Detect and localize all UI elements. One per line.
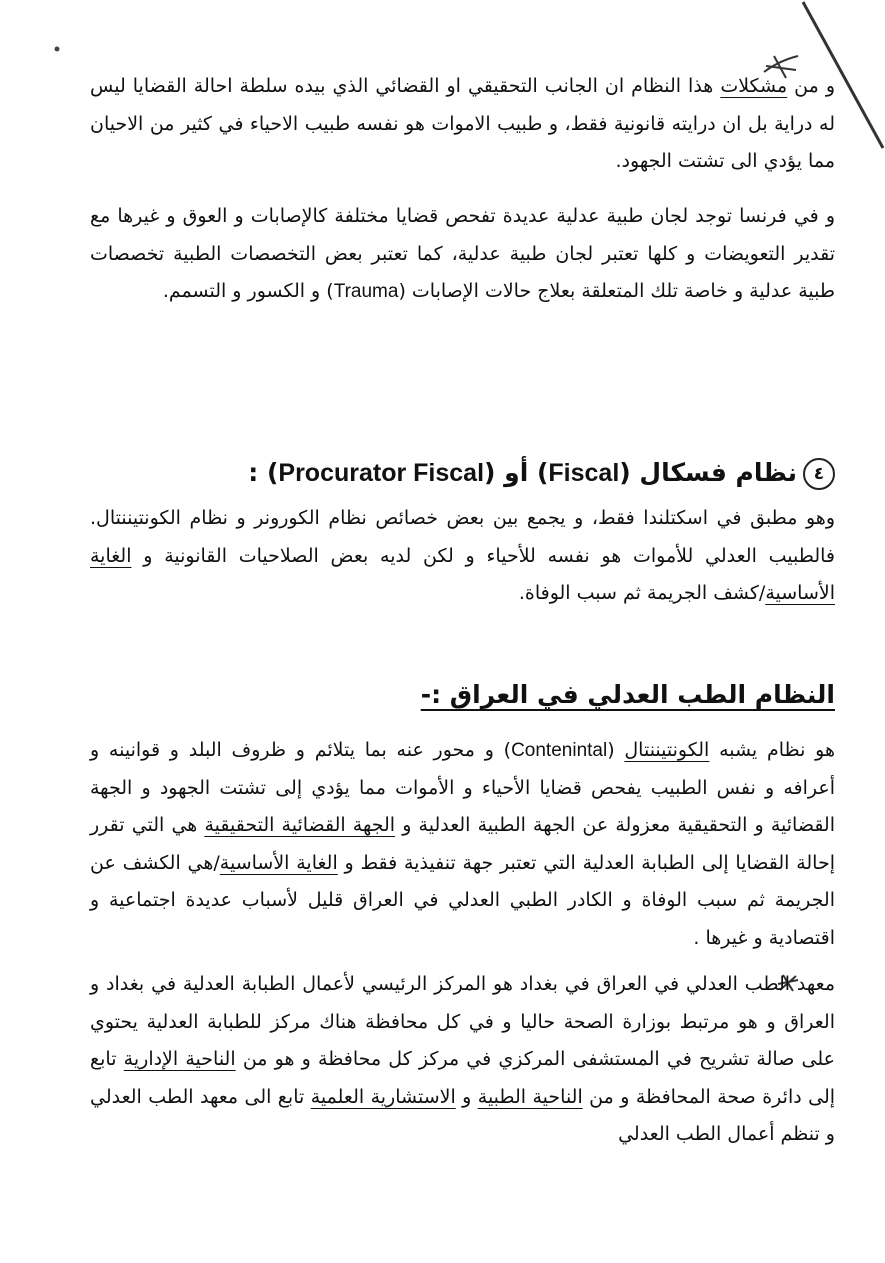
p3-text-a: وهو مطبق في اسكتلندا فقط، و يجمع بين بعض خصائص نظام الكورونر و نظام الكونتيننتال. فالطبيب العدلي للأموات هو نفسه للأحياء و لكن لديه بعض الصلاحيات القانونية و [90,507,835,567]
dot-mark-icon [52,44,62,54]
p1-underlined-problems: مشكلات [720,75,788,97]
p5-text-a: معهد الطب العدلي في العراق في بغداد هو المركز الرئيسي لأعمال الطبابة العدلية في بغداد و العراق و هو مرتبط بوزارة الصحة حاليا و في كل محافظة هناك مركز للطبابة العدلية يحتوي على صالة تشريح في المستشفى المركزي في مركز كل محافظة و هو من [90,973,835,1070]
p2-text-a: و في فرنسا توجد لجان طبية عدلية عديدة تفحص قضايا مختلفة كالإصابات و العوق و غيرها مع تقدير التعويضات و كلها تعتبر لجان طبية عدلية، كما تعتبر بعض التخصصات الطبية تخصصات طبية عدلية و خاصة تلك المتعلقة بعلاج حالات الإصابات ( [90,205,835,302]
h1-text-c: ) : [248,458,279,487]
p4-text-h: /هي الكشف عن الجريمة ثم سبب الوفاة و الكادر الطبي العدلي في العراق قليل لأسباب عديدة اجتماعية و اقتصادية و غيرها . [90,851,835,949]
p5-text-g: تابع الى معهد الطب العدلي و تنظم أعمال الطب العدلي [90,1085,835,1145]
h1-text-a: نظام فسكال ( [619,458,797,487]
p5-text-e: و [455,1085,478,1108]
p4-underlined-main-goal: الغاية الأساسية [219,851,338,874]
paragraph-scotland [90,500,835,613]
p5-text-c: تابع إلى دائرة صحة المحافظة و من [90,1048,836,1108]
paragraph-iraq-system [90,732,835,957]
paragraph-institute [90,966,835,1154]
p5-underlined-administrative: الناحية الإدارية [123,1048,236,1070]
p4-text-d: ) و محور عنه بما يتلائم و ظروف البلد و قوانينه و أعرافه و نفس الطبيب يفحص قضايا الأحياء و الأموات مما يؤدي إلى تشتت الجهود و الجهة القضائية و التحقيقية معزولة عن الجهة الطبية العدلية و [90,739,835,836]
h1-latin-fiscal: Fiscal [548,459,620,487]
p1-text-a: و من [787,75,835,97]
p4-latin-contenintal: Contenintal [511,740,608,761]
p1-text-c: هذا النظام ان الجانب التحقيقي او القضائي الذي بيده سلطة احالة القضايا ليس له دراية بل ان درايته قانونية فقط، و طبيب الاموات هو نفسه طبيب الاحياء في كثير من الاحيان مما يؤدي الى تشتت الجهود. [90,75,835,172]
heading-iraq-system: النظام الطب العدلي في العراق :- [420,680,835,709]
p4-text-c: ( [607,739,625,761]
p2-latin-trauma: Trauma [333,281,399,302]
paragraph-france [90,198,835,311]
p5-underlined-medical: الناحية الطبية [477,1085,583,1108]
p4-underlined-judicial-body: الجهة القضائية التحقيقية [204,814,396,836]
h1-latin-procurator: Procurator Fiscal [278,459,485,487]
p4-text-f: هي التي تقرر إحالة القضايا إلى الطبابة العدلية التي تعتبر جهة تنفيذية فقط و [90,814,835,874]
h1-text-b: ) أو ( [484,458,549,487]
p3-text-c: /كشف الجريمة ثم سبب الوفاة. [518,582,766,604]
paragraph-problems [90,68,835,181]
p3-underlined-main-goal: الغاية الأساسية [90,544,835,604]
heading-fiscal-system [75,455,835,491]
p2-text-b: ) و الكسور و التسمم. [162,280,334,302]
p4-underlined-continental: الكونتيننتال [624,739,710,761]
p4-text-a: هو نظام يشبه [709,739,835,761]
p5-underlined-scientific: الاستشارية العلمية [310,1085,456,1108]
circled-number-four: ٤ [803,458,835,490]
